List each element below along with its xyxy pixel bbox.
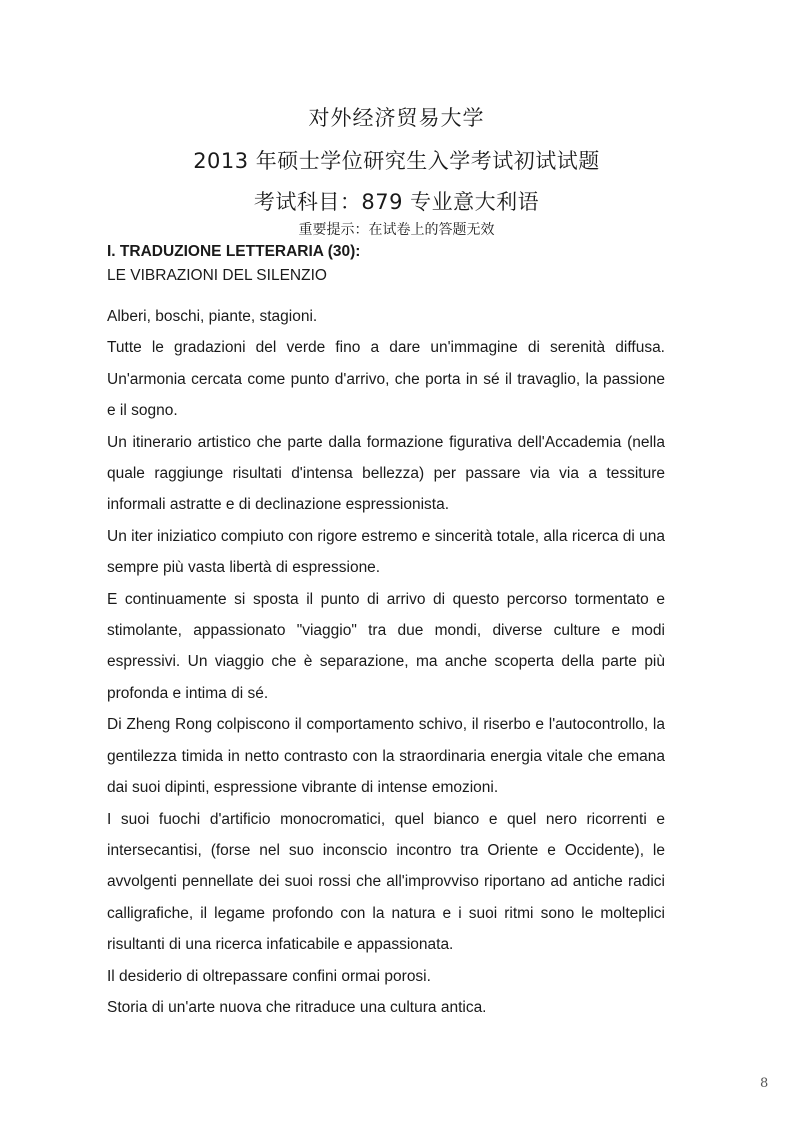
paragraph: Il desiderio di oltrepassare confini ormai porosi. (107, 967, 431, 985)
paragraph: Un iter iniziatico compiuto con rigore estremo e sincerità totale, alla ricerca di una sempre più vasta libertà di espressione. (107, 527, 665, 577)
exam-subject: 考试科目：879 专业意大利语 (253, 190, 540, 214)
paragraph: Un itinerario artistico che parte dalla formazione figurativa dell'Accademia (nella quale raggiunge risultati d'intensa bellezza) per passare via via a tessiture informali astratte e di declinazione espressionista. (107, 433, 665, 514)
paragraph: E continuamente si sposta il punto di arrivo di questo percorso tormentato e stimolante, appassionato "viaggio" tra due mondi, diverse culture e modi espressivi. Un viaggio che è separazione, ma anche scoperta della parte più profonda e intima di sé. (107, 590, 665, 702)
exam-title: 2013 年硕士学位研究生入学考试初试试题 (193, 149, 600, 173)
university-name: 对外经济贸易大学 (308, 106, 485, 130)
paragraph: Tutte le gradazioni del verde fino a dare un'immagine di serenità diffusa. Un'armonia cercata come punto d'arrivo, che porta in sé il travaglio, la passione e il sogno. (107, 339, 665, 420)
paragraph: Alberi, boschi, piante, stagioni. (107, 308, 318, 325)
page-number: 8 (760, 1076, 769, 1091)
text-title: LE VIBRAZIONI DEL SILENZIO (107, 267, 327, 284)
exam-body (107, 242, 665, 1023)
paragraph: I suoi fuochi d'artificio monocromatici, quel bianco e quel nero ricorrenti e intersecantisi, (forse nel suo inconscio incontro tra Oriente e Occidente), le avvolgenti pennellate dei suoi rossi che all'improvviso riportano ad antiche radici calligrafiche, il legame profondo con la natura e i suoi ritmi sono le molteplici risultanti di una ricerca infaticabile e appassionata. (107, 810, 665, 954)
paragraph: Storia di un'arte nuova che ritraduce una cultura antica. (107, 998, 487, 1016)
important-notice: 重要提示：在试卷上的答题无效 (298, 222, 495, 238)
section-title: I. TRADUZIONE LETTERARIA (30): (107, 243, 361, 260)
paragraph: Di Zheng Rong colpiscono il comportamento schivo, il riserbo e l'autocontrollo, la gentilezza timida in netto contrasto con la straordinaria energia vitale che emana dai suoi dipinti, espressione vibrante di intense emozioni. (107, 716, 665, 797)
